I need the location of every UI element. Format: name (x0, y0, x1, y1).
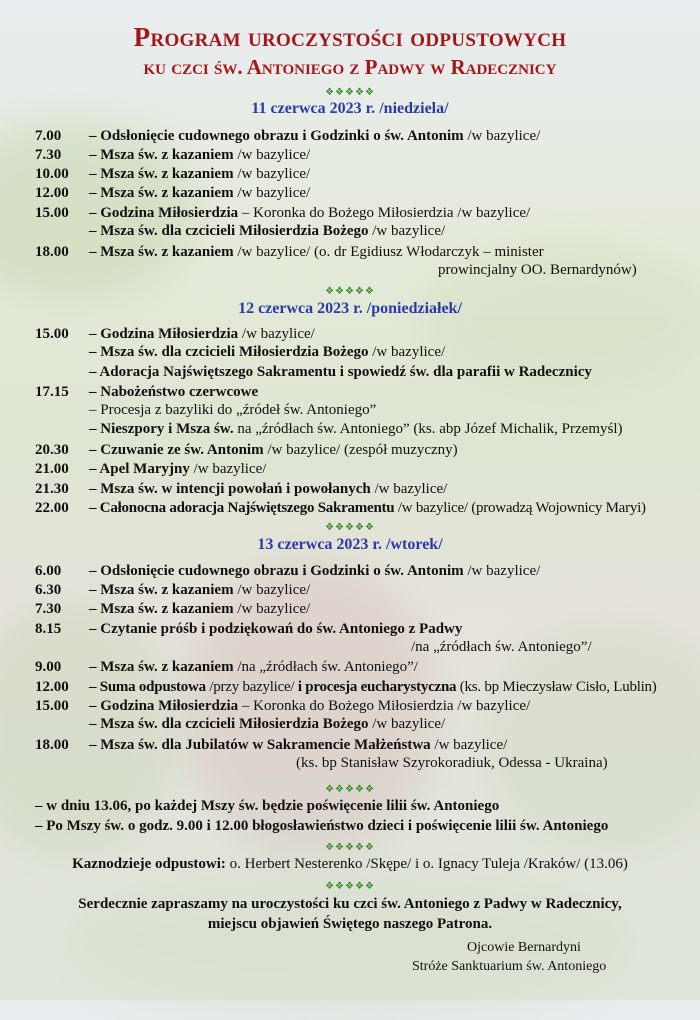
schedule-entry: 6.00 – Odsłonięcie cudownego obrazu i Godzinki o św. Antonim /w bazylice/ (35, 563, 541, 579)
day-date: 13 czerwca 2023 r. /wtorek/ (257, 536, 443, 553)
schedule-entry: 9.00 – Msza św. z kazaniem /na „źródłach św. Antoniego”/ (35, 659, 418, 675)
note: – Po Mszy św. o godz. 9.00 i 12.00 błogosławieństwo dzieci i poświęcenie lilii św. Antoniego (35, 818, 609, 834)
schedule-entry: 18.00 – Msza św. z kazaniem /w bazylice/ (o. dr Egidiusz Włodarczyk – minister (35, 244, 544, 260)
schedule-entry: – Msza św. dla czcicieli Miłosierdzia Bożego /w bazylice/ (89, 344, 446, 360)
schedule-entry: – Nieszpory i Msza św. na „źródłach św. Antoniego” (ks. abp Józef Michalik, Przemyśl) (89, 421, 623, 437)
schedule-entry: 8.15 – Czytanie próśb i podziękowań do św. Antoniego z Padwy (35, 621, 463, 637)
ornament: ❖❖❖❖❖ (325, 842, 375, 853)
signature-line: Stróże Sanktuarium św. Antoniego (412, 959, 607, 974)
invitation-line: Serdecznie zapraszamy na uroczystości ku czci św. Antoniego z Padwy w Radecznicy, (78, 896, 622, 912)
title-main: Program uroczystości odpustowych (133, 22, 567, 52)
schedule-entry: 15.00 – Godzina Miłosierdzia – Koronka do Bożego Miłosierdzia /w bazylice/ (35, 205, 531, 221)
schedule-entry: 17.15 – Nabożeństwo czerwcowe (35, 384, 259, 400)
day-date: 12 czerwca 2023 r. /poniedziałek/ (238, 300, 462, 317)
preachers: Kaznodzieje odpustowi: o. Herbert Nesterenko /Skępe/ i o. Ignacy Tuleja /Kraków/ (13.06) (72, 856, 628, 872)
schedule-entry: 7.30 – Msza św. z kazaniem /w bazylice/ (35, 601, 311, 617)
schedule-entry: 15.00 – Godzina Miłosierdzia – Koronka do Bożego Miłosierdzia /w bazylice/ (35, 698, 531, 714)
schedule-entry: 21.30 – Msza św. w intencji powołań i powołanych /w bazylice/ (35, 481, 448, 497)
schedule-entry: 20.30 – Czuwanie ze św. Antonim /w bazylice/ (zespół muzyczny) (35, 442, 458, 458)
schedule-entry: 7.00 – Odsłonięcie cudownego obrazu i Godzinki o św. Antonim /w bazylice/ (35, 128, 541, 144)
schedule-entry: 22.00 – Całonocna adoracja Najświętszego Sakramentu /w bazylice/ (prowadzą Wojownicy Maryi) (35, 500, 646, 516)
ornament: ❖❖❖❖❖ (325, 522, 375, 533)
schedule-entry: – Procesja z bazyliki do „źródeł św. Antoniego” (89, 402, 377, 418)
schedule-entry: 15.00 – Godzina Miłosierdzia /w bazylice/ (35, 326, 315, 342)
ornament: ❖❖❖❖❖ (325, 87, 375, 98)
ornament: ❖❖❖❖❖ (325, 286, 375, 297)
schedule-entry: 18.00 – Msza św. dla Jubilatów w Sakramencie Małżeństwa /w bazylice/ (35, 737, 508, 753)
schedule-entry: 12.00 – Msza św. z kazaniem /w bazylice/ (35, 185, 311, 201)
schedule-entry: 10.00 – Msza św. z kazaniem /w bazylice/ (35, 166, 311, 182)
schedule-entry: 21.00 – Apel Maryjny /w bazylice/ (35, 461, 267, 477)
day-date: 11 czerwca 2023 r. /niedziela/ (251, 100, 449, 117)
schedule-entry-continuation: /na „źródłach św. Antoniego”/ (411, 639, 592, 655)
schedule-entry: – Msza św. dla czcicieli Miłosierdzia Bożego /w bazylice/ (89, 223, 446, 239)
schedule-entry-continuation: prowincjalny OO. Bernardynów) (438, 262, 637, 278)
schedule-entry: 12.00 – Suma odpustowa /przy bazylice/ i procesja eucharystyczna (ks. bp Mieczysław Cisło, Lublin) (35, 679, 657, 695)
schedule-entry: – Adoracja Najświętszego Sakramentu i spowiedź św. dla parafii w Radecznicy (89, 364, 592, 380)
title-sub: ku czci św. Antoniego z Padwy w Radecznicy (143, 55, 557, 79)
ornament: ❖❖❖❖❖ (325, 784, 375, 795)
signature-line: Ojcowie Bernardyni (467, 940, 581, 955)
note: – w dniu 13.06, po każdej Mszy św. będzie poświęcenie lilii św. Antoniego (35, 798, 500, 814)
schedule-entry: 7.30 – Msza św. z kazaniem /w bazylice/ (35, 147, 311, 163)
schedule-entry-continuation: (ks. bp Stanisław Szyrokoradiuk, Odessa - Ukraina) (296, 755, 608, 771)
schedule-entry: 6.30 – Msza św. z kazaniem /w bazylice/ (35, 582, 311, 598)
schedule-entry: – Msza św. dla czcicieli Miłosierdzia Bożego /w bazylice/ (89, 716, 446, 732)
invitation-line: miejscu objawień Świętego naszego Patrona. (207, 916, 493, 932)
ornament: ❖❖❖❖❖ (325, 881, 375, 892)
